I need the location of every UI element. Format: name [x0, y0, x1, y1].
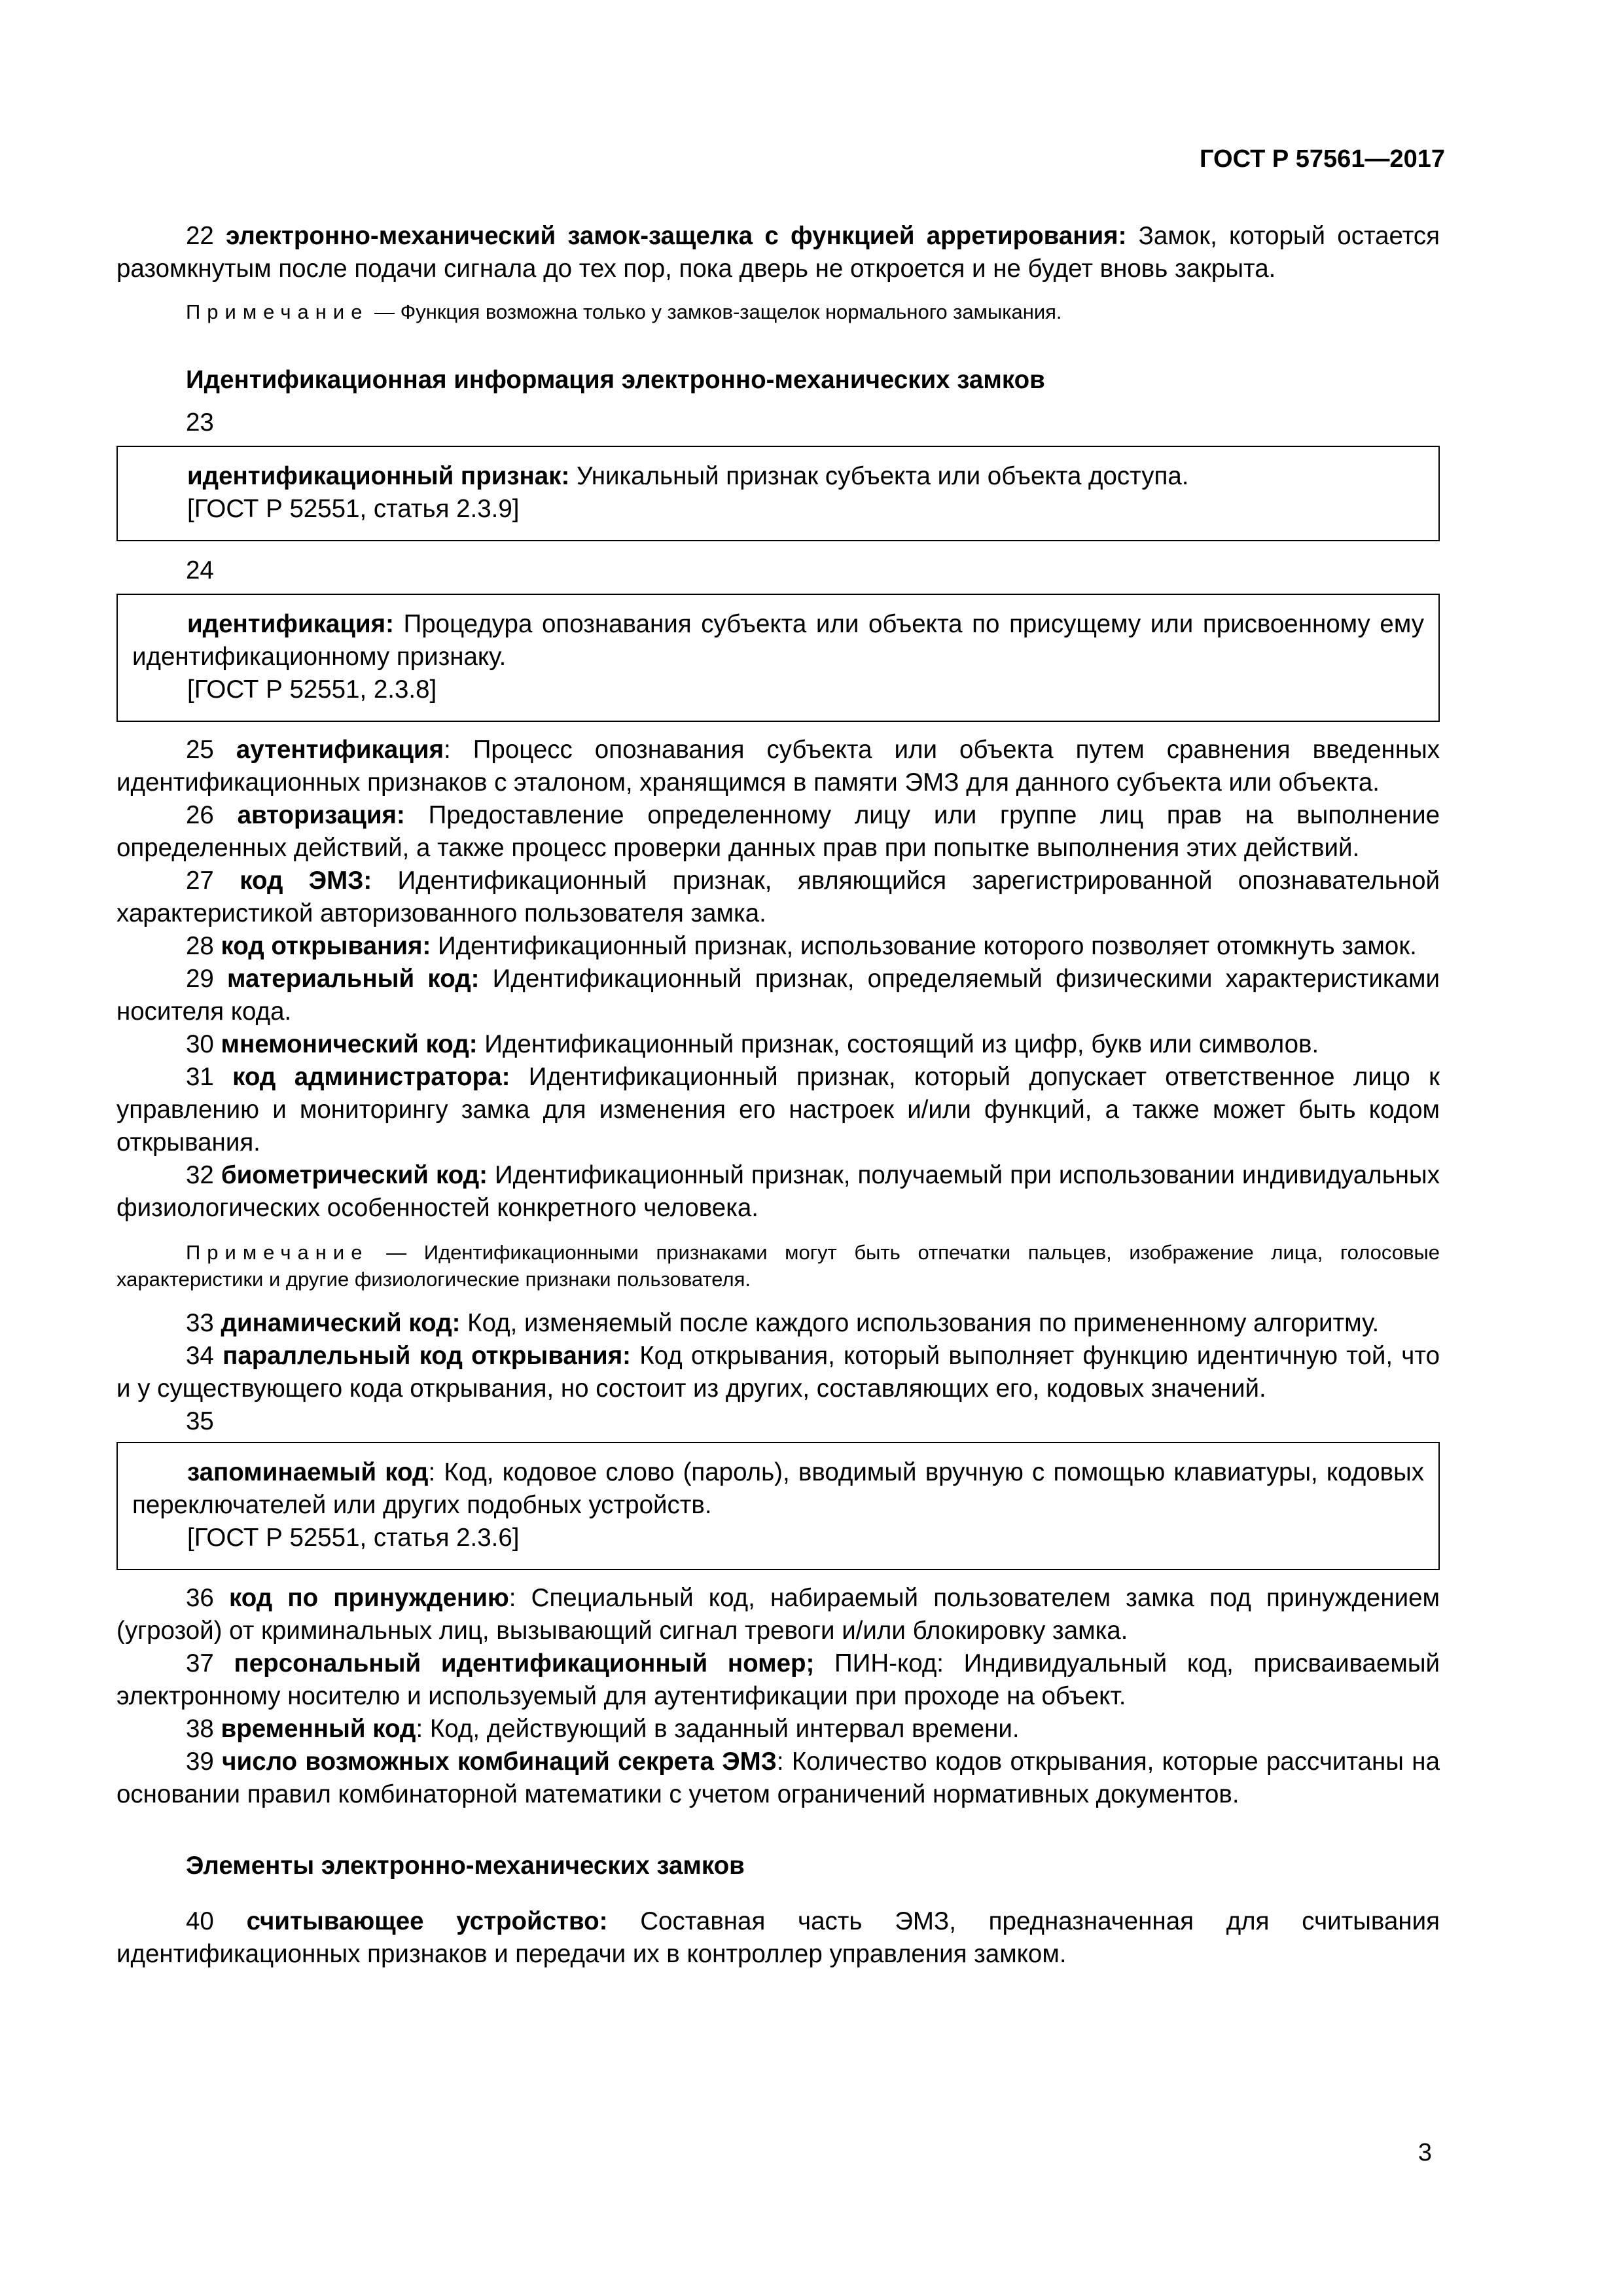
term-number: 29	[186, 965, 228, 993]
term-definition: Идентификационный признак, получаемый при использовании индивидуальных физиологических особенностей конкретного человека.	[116, 1161, 1440, 1222]
term-title: биометрический код:	[221, 1161, 488, 1189]
term-24-box	[116, 594, 1440, 722]
term-title: запоминаемый код	[187, 1458, 429, 1486]
term-number: 26	[186, 801, 238, 829]
term-35-number: 35	[186, 1407, 214, 1435]
terms-group-36-39	[116, 1582, 1440, 1811]
term-title: электронно-механический замок-защелка с функцией арретирования:	[226, 222, 1127, 250]
term-title: динамический код:	[221, 1309, 461, 1337]
term-23-reference: [ГОСТ Р 52551, статья 2.3.9]	[187, 495, 520, 523]
term-36	[116, 1582, 1440, 1647]
term-39	[116, 1746, 1440, 1811]
term-title: материальный код:	[227, 965, 480, 993]
term-title: идентификационный признак:	[187, 462, 570, 490]
term-definition: Предоставление определенному лицу или группе лиц прав на выполнение определенных действий, а также процесс проверки данных прав при попытке выполнения этих действий.	[116, 801, 1440, 862]
term-33	[116, 1307, 1440, 1340]
term-definition: Идентификационный признак, являющийся зарегистрированной опознавательной характеристикой авторизованного пользователя замка.	[116, 867, 1440, 927]
term-30	[116, 1028, 1440, 1061]
term-title: авторизация:	[237, 801, 405, 829]
term-definition: Составная часть ЭМЗ, предназначенная для считывания идентификационных признаков и передачи их в контроллер управления замком.	[116, 1907, 1440, 1968]
term-37	[116, 1647, 1440, 1713]
term-title: код ЭМЗ:	[240, 867, 372, 895]
term-35-box	[116, 1442, 1440, 1570]
term-definition: : Количество кодов открывания, которые рассчитаны на основании правил комбинаторной математики с учетом ограничений нормативных документов.	[116, 1748, 1440, 1808]
term-definition: ПИН-код: Индивидуальный код, присваиваемый электронному носителю и используемый для аутентификации при проходе на объект.	[116, 1649, 1440, 1710]
term-number: 33	[186, 1309, 221, 1337]
term-35	[132, 1456, 1424, 1522]
term-34	[116, 1340, 1440, 1405]
term-number: 27	[186, 867, 240, 895]
term-definition: Замок, который остается разомкнутым после подачи сигнала до тех пор, пока дверь не откроется и не будет вновь закрыта.	[116, 222, 1440, 283]
term-title: персональный идентификационный номер;	[234, 1649, 815, 1677]
term-title: число возможных комбинаций секрета ЭМЗ	[222, 1748, 777, 1776]
term-number: 31	[186, 1063, 233, 1091]
term-25	[116, 734, 1440, 799]
terms-group-25-34	[116, 734, 1440, 1405]
term-24-reference: [ГОСТ Р 52551, 2.3.8]	[187, 675, 437, 704]
note-32	[116, 1239, 1440, 1293]
note-label: Примечание	[186, 1241, 369, 1264]
term-24	[132, 608, 1424, 673]
term-definition: : Процесс опознавания субъекта или объекта путем сравнения введенных идентификационных признаков с эталоном, хранящимся в памяти ЭМЗ для данного субъекта или объекта.	[116, 736, 1440, 797]
note-label: Примечание	[186, 300, 369, 323]
term-number: 25	[186, 736, 236, 764]
term-title: аутентификация	[236, 736, 444, 764]
term-31	[116, 1061, 1440, 1159]
section-heading-identification: Идентификационная информация электронно-механических замков	[186, 366, 1045, 394]
term-title: код открывания:	[221, 932, 431, 960]
term-definition: : Код, кодовое слово (пароль), вводимый вручную с помощью клавиатуры, кодовых переключателей или других подобных устройств.	[132, 1458, 1424, 1519]
term-23	[132, 460, 1424, 493]
term-number: 28	[186, 932, 221, 960]
term-title: идентификация:	[187, 610, 394, 638]
note-22	[116, 298, 1440, 325]
term-number: 39	[186, 1748, 223, 1776]
term-title: параллельный код открывания:	[223, 1342, 631, 1370]
term-number: 34	[186, 1342, 223, 1370]
term-definition: Код, изменяемый после каждого использования по примененному алгоритму.	[460, 1309, 1380, 1337]
section-heading-elements: Элементы электронно-механических замков	[186, 1852, 745, 1880]
term-title: считывающее устройство:	[246, 1907, 608, 1935]
term-definition: : Специальный код, набираемый пользователем замка под принуждением (угрозой) от криминальных лиц, вызывающий сигнал тревоги и/или блокировку замка.	[116, 1584, 1440, 1645]
term-definition: Процедура опознавания субъекта или объекта по присущему или присвоенному ему идентификационному признаку.	[132, 610, 1424, 671]
term-26	[116, 799, 1440, 865]
term-definition: Код открывания, который выполняет функцию идентичную той, что и у существующего кода открывания, но состоит из других, составляющих его, кодовых значений.	[116, 1342, 1440, 1403]
term-title: код по принуждению	[228, 1584, 509, 1612]
term-32	[116, 1159, 1440, 1225]
term-number: 40	[186, 1907, 247, 1935]
term-29	[116, 963, 1440, 1028]
term-35-reference: [ГОСТ Р 52551, статья 2.3.6]	[187, 1524, 520, 1552]
term-27	[116, 865, 1440, 930]
page-content	[116, 220, 1440, 1971]
note-text: — Идентификационными признаками могут быть отпечатки пальцев, изображение лица, голосовые характеристики и другие физиологические признаки пользователя.	[116, 1241, 1440, 1291]
term-title: код администратора:	[232, 1063, 510, 1091]
term-title: мнемонический код:	[221, 1030, 478, 1058]
term-number: 30	[186, 1030, 221, 1058]
term-number: 32	[186, 1161, 221, 1189]
page-number: 3	[1418, 2139, 1432, 2166]
term-24-number: 24	[186, 556, 214, 584]
term-23-box	[116, 446, 1440, 541]
term-definition: Идентификационный признак, использование которого позволяет отомкнуть замок.	[431, 932, 1417, 960]
term-title: временный код	[221, 1715, 416, 1743]
term-definition: Уникальный признак субъекта или объекта доступа.	[569, 462, 1189, 490]
term-38	[116, 1713, 1440, 1746]
term-number: 37	[186, 1649, 234, 1677]
standard-code: ГОСТ Р 57561—2017	[1200, 145, 1445, 173]
term-number: 36	[186, 1584, 229, 1612]
term-number: 38	[186, 1715, 221, 1743]
term-number: 22	[186, 222, 226, 250]
term-28	[116, 930, 1440, 963]
term-definition: Идентификационный признак, состоящий из цифр, букв или символов.	[477, 1030, 1319, 1058]
term-definition: Идентификационный признак, который допускает ответственное лицо к управлению и мониторингу замка для изменения его настроек и/или функций, а также может быть кодом открывания.	[116, 1063, 1440, 1157]
term-23-number: 23	[186, 408, 214, 437]
note-text: — Функция возможна только у замков-защелок нормального замыкания.	[368, 300, 1062, 323]
term-22	[116, 220, 1440, 285]
term-definition: : Код, действующий в заданный интервал времени.	[416, 1715, 1020, 1743]
term-40	[116, 1905, 1440, 1971]
term-definition: Идентификационный признак, определяемый физическими характеристиками носителя кода.	[116, 965, 1440, 1026]
